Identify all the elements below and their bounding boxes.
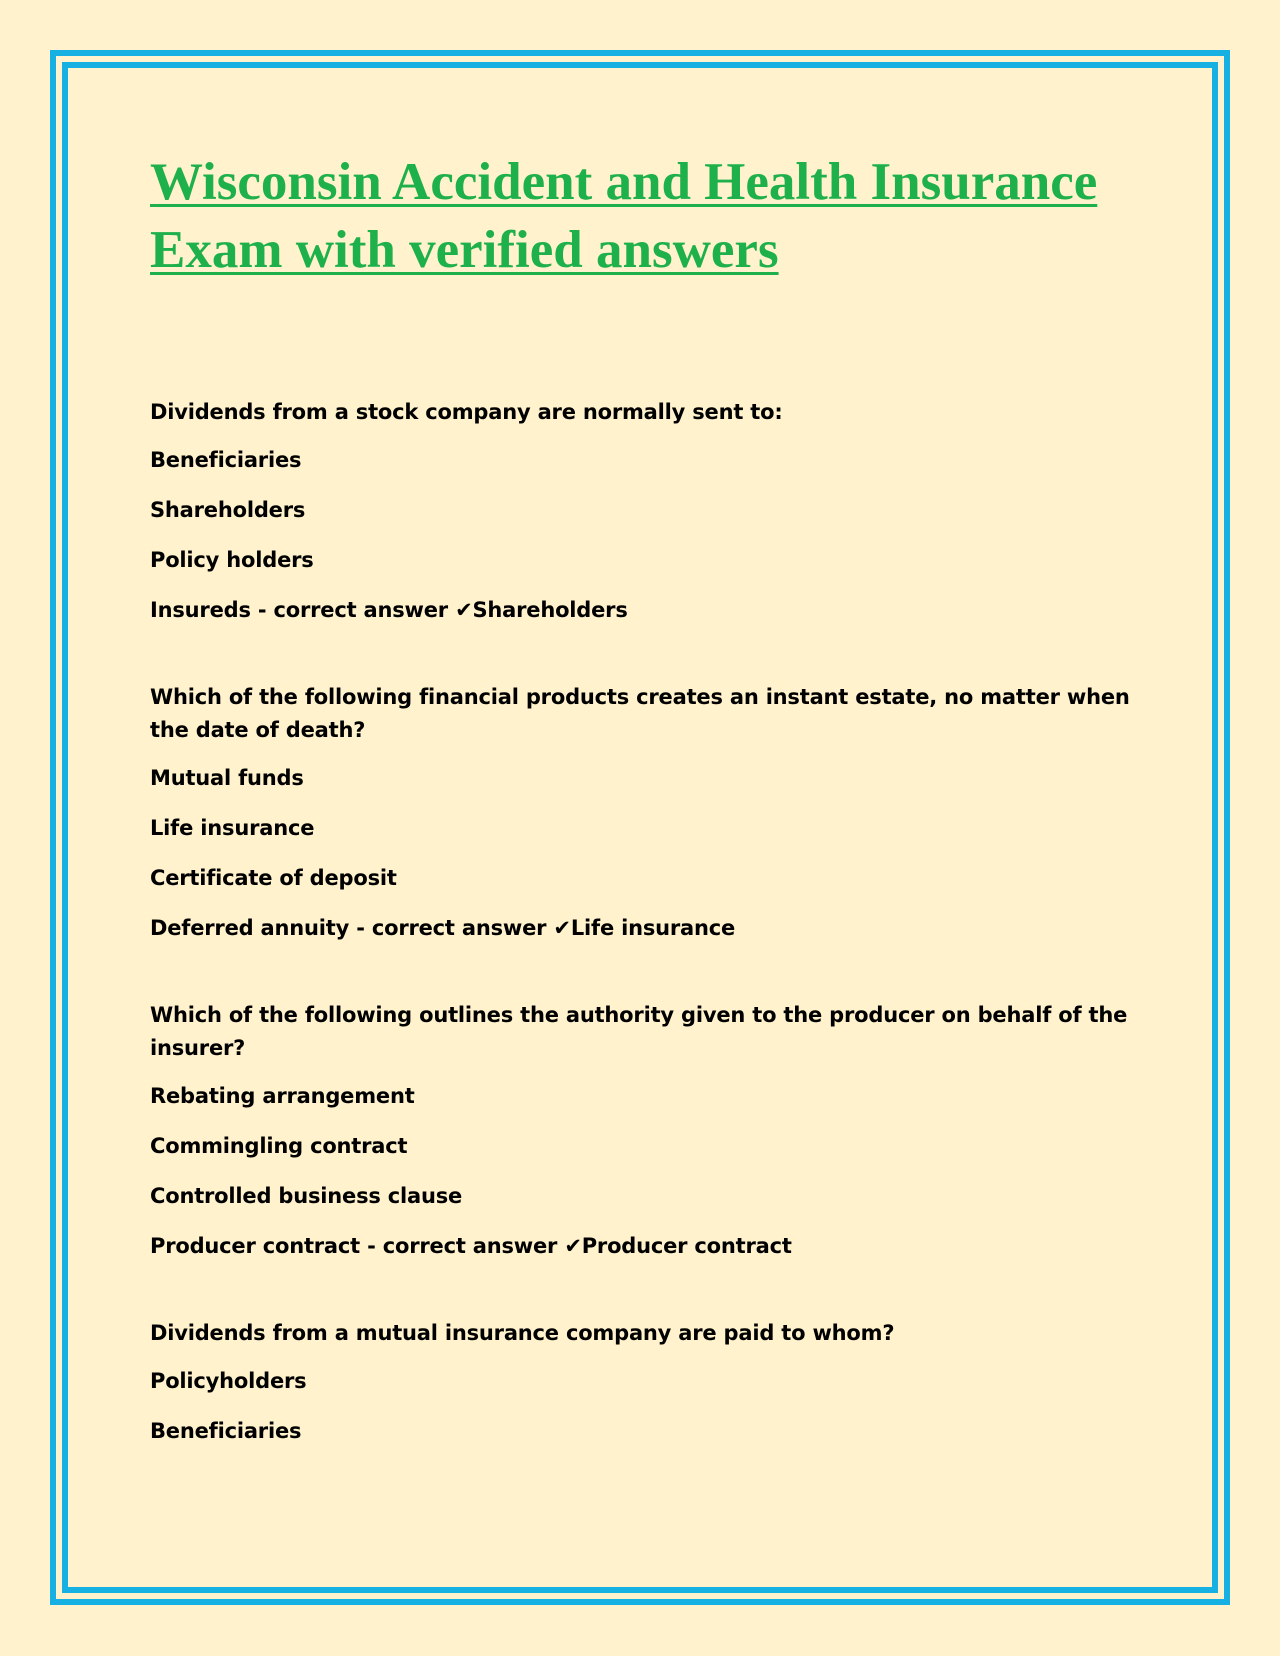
answer-option-with-correct-answer bbox=[150, 594, 1130, 627]
question-text: Dividends from a stock company are normally sent to: bbox=[150, 400, 783, 424]
answer-option: Mutual funds bbox=[150, 766, 304, 790]
question-list bbox=[150, 396, 1130, 1448]
document-title: Wisconsin Accident and Health Insurance Exam with verified answers bbox=[150, 153, 1098, 279]
answer-option-last: Insureds bbox=[150, 598, 251, 622]
answer-option-with-correct-answer bbox=[150, 912, 1130, 945]
question-block bbox=[150, 1317, 1130, 1448]
answer-option: Controlled business clause bbox=[150, 1184, 463, 1208]
answer-option: Shareholders bbox=[150, 498, 306, 522]
answer-option-with-correct-answer bbox=[150, 1230, 1130, 1263]
document-body bbox=[150, 148, 1130, 1502]
answer-option: Certificate of deposit bbox=[150, 866, 397, 890]
correct-answer-label: - correct answer bbox=[360, 1234, 565, 1258]
correct-answer-label: - correct answer bbox=[349, 916, 554, 940]
checkmark-icon: ✔ bbox=[553, 916, 571, 940]
correct-answer-label: - correct answer bbox=[250, 598, 456, 622]
answer-option: Commingling contract bbox=[150, 1134, 408, 1158]
answer-option-last: Deferred annuity bbox=[150, 916, 350, 940]
answer-option: Beneficiaries bbox=[150, 1419, 302, 1443]
question-text: Dividends from a mutual insurance company are paid to whom? bbox=[150, 1321, 895, 1345]
answer-option: Life insurance bbox=[150, 816, 315, 840]
answer-option: Policyholders bbox=[150, 1369, 307, 1393]
question-block bbox=[150, 999, 1130, 1263]
checkmark-icon: ✔ bbox=[564, 1234, 582, 1258]
question-block bbox=[150, 396, 1130, 627]
checkmark-icon: ✔ bbox=[455, 598, 473, 622]
answer-option: Policy holders bbox=[150, 548, 314, 572]
correct-answer-text: Producer contract bbox=[581, 1234, 792, 1258]
answer-option: Rebating arrangement bbox=[150, 1084, 415, 1108]
question-text: Which of the following outlines the authority given to the producer on behalf of the insurer? bbox=[150, 1003, 1128, 1060]
correct-answer-text: Shareholders bbox=[472, 598, 628, 622]
question-block bbox=[150, 681, 1130, 945]
answer-option: Beneficiaries bbox=[150, 448, 302, 472]
question-text: Which of the following financial products creates an instant estate, no matter when the date of death? bbox=[150, 685, 1130, 742]
answer-option-last: Producer contract bbox=[150, 1234, 360, 1258]
correct-answer-text: Life insurance bbox=[570, 916, 736, 940]
